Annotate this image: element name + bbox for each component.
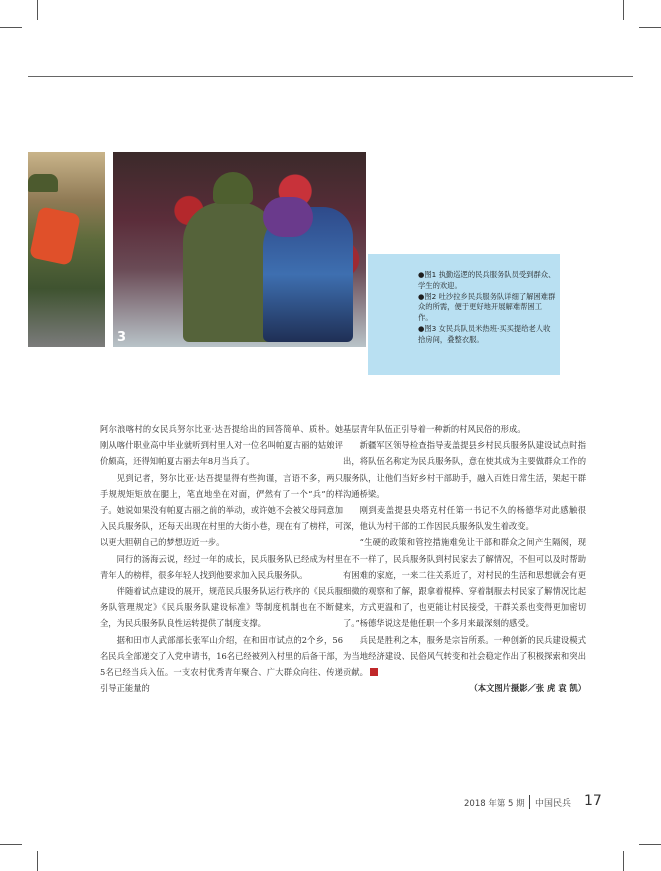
article-paragraph-last [343, 632, 586, 681]
page-number: 17 [584, 793, 602, 809]
crop-mark-top-right-v [623, 0, 624, 20]
magazine-name: 中国民兵 [535, 799, 572, 809]
photo-caption [418, 270, 556, 346]
photo-scarf-shape [263, 197, 313, 237]
crop-mark-bottom-right-h [639, 844, 661, 845]
photo-credit: （本文图片摄影／张 虎 袁 凯） [469, 683, 586, 694]
article-paragraph: 据和田市人武部部长张军山介绍，在和田市试点的2个乡，56名民兵全部递交了入党申请书，16名已经被列入村里的后备干部，5名已经当兵入伍。一支农村优秀青年聚合、广大群众向往、传递引导正能量的 [100, 634, 343, 694]
crop-mark-bottom-left-h [0, 844, 22, 845]
photo-cap-shape [28, 174, 58, 192]
photo-patrol-militia [28, 152, 105, 347]
footer-divider [529, 795, 530, 809]
end-mark-icon [370, 668, 378, 676]
article-paragraph: 伴随着试点建设的展开，规范民兵服务队运行秩序的《民兵服务队管理规定》《民兵服务队建设标准》等制度机制也在不断健全，为民兵服务队良性运转提供了制度支撑。 [100, 586, 343, 629]
crop-mark-top-right-h [639, 27, 661, 28]
photo-armband-shape [29, 206, 81, 266]
article-paragraph: 基层青年队伍正引导着一种新的村风民俗的形成。 [343, 424, 526, 434]
article-column-right [343, 421, 586, 696]
caption-item: ●图1 执勤巡逻的民兵服务队员受到群众、学生的欢迎。 [418, 270, 556, 290]
crop-mark-top-left-h [0, 27, 22, 28]
photo-number: 3 [117, 330, 127, 345]
crop-mark-top-left-v [37, 0, 38, 20]
photo-helmet-shape [213, 172, 253, 204]
article-paragraph-text: 兵民是胜利之本，服务是宗旨所系。一种创新的民兵建设模式为当地经济建设、民俗风气转变和社会稳定作出了积极探索和突出贡献。 [343, 634, 586, 678]
article-paragraph: 刚到麦盖提县央塔克村任第一书记不久的杨德华对此感触很深，他认为村干部的工作因民兵服务队发生着改变。 [343, 505, 586, 532]
caption-item: ●图2 吐沙拉乡民兵服务队详细了解困难群众的所需，便于更好地开展解难帮困工作。 [418, 291, 556, 323]
crop-mark-bottom-left-v [37, 851, 38, 871]
article-paragraph: 同行的汤海云说，经过一年的成长，民兵服务队已经成为村里青年人的榜样，很多年轻人找到他要求加入民兵服务队。 [100, 553, 343, 580]
article-paragraph: 新疆军区领导检查指导麦盖提县乡村民兵服务队建设试点时指出，将队伍名称定为民兵服务队，意在使其成为主要做群众工作的服务队，让他们当好乡村干部助手，融入百姓日常生活，架起干群沟通桥梁。 [343, 440, 586, 499]
article-paragraph: 见到记者，努尔比亚·达吾提显得有些拘谨，言语不多，两只手规规矩矩放在腿上，笔直地坐在对面，俨然有了一个“兵”的样子。她说如果没有帕夏古丽之前的举动，或许她不会被父母同意加入民兵服务队，还每天出现在村里的大街小巷，现在有了榜样，可以更大胆朝自己的梦想迈近一步。 [100, 472, 343, 548]
article-column-left [100, 421, 343, 696]
page-footer [420, 793, 602, 810]
article-paragraph: “生硬的政策和管控措施难免让干部和群众之间产生隔阂，现在不一样了，民兵服务队到村民家去了解情况，不但可以及时帮助有困难的家庭，一来二往关系近了，对村民的生活和思想就会有更细微的观察和了解，跟拿着棍棒、穿着制服去村民家了解情况比起来，方式更温和了，也更能让村民接受，干群关系也变得更加密切了。”杨德华说这是他任职一个多月来最深刻的感受。 [343, 537, 586, 629]
article-paragraph: 阿尔浪喀村的女民兵努尔比亚·达吾提给出的回答简单、质朴。她刚从喀什职业高中毕业就听到村里人对一位名叫帕夏古丽的姑娘评价颇高，还得知帕夏古丽去年8月当兵了。 [100, 424, 343, 467]
caption-item: ●图3 女民兵队员米热班·买买提给老人收拾房间，叠整衣服。 [418, 323, 551, 344]
issue-label: 2018 年第 5 期 [464, 799, 525, 809]
crop-mark-bottom-right-v [623, 851, 624, 871]
header-rule [28, 76, 633, 77]
photo-folding-clothes [113, 152, 366, 347]
